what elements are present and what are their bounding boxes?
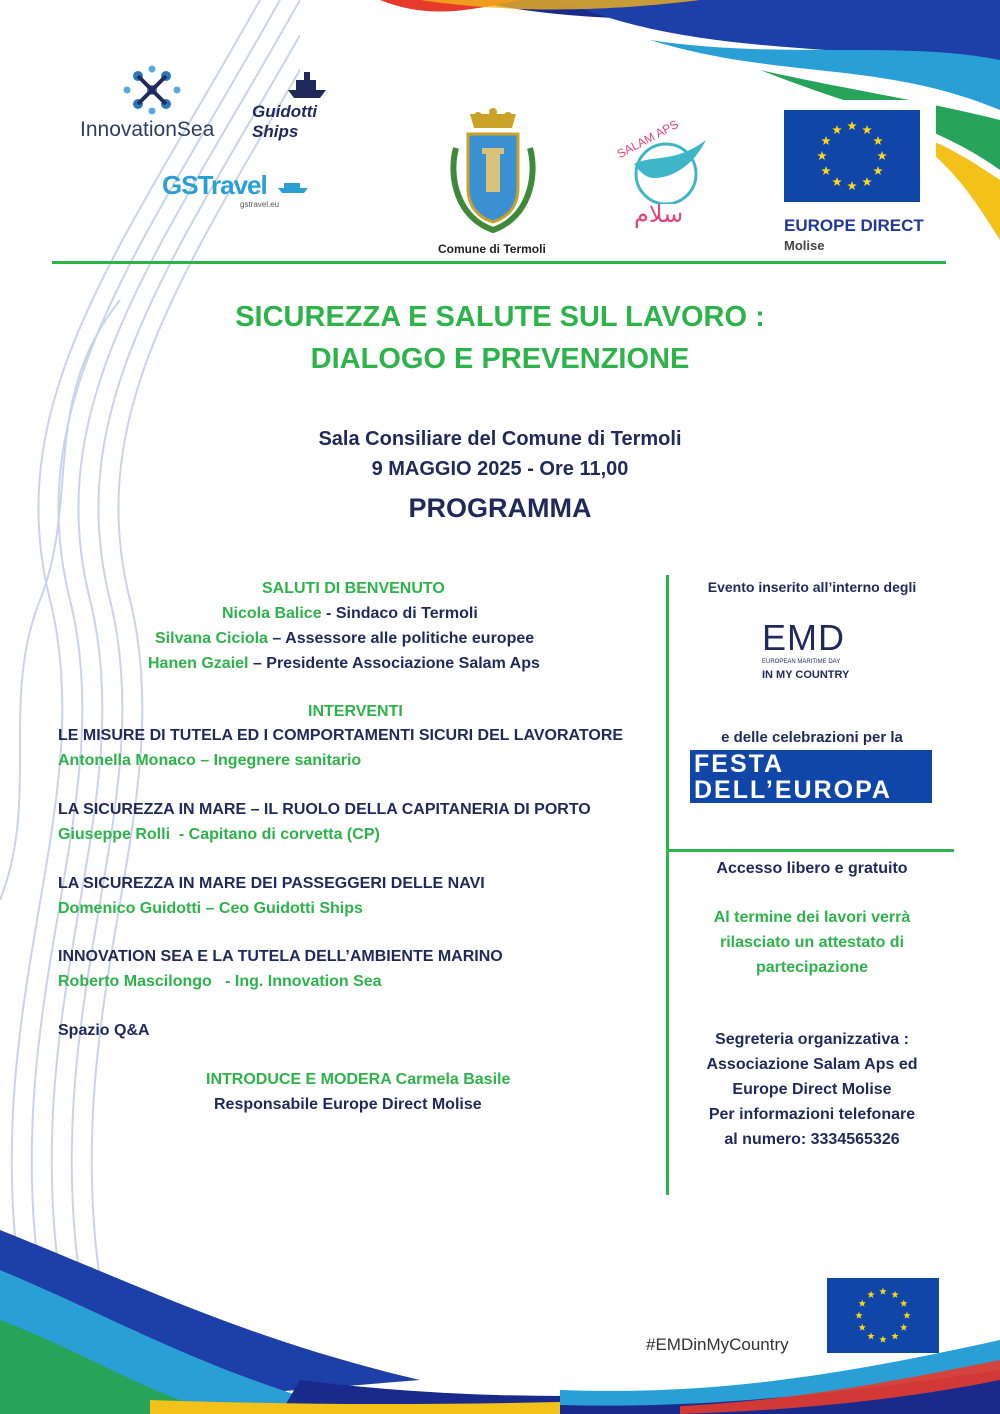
gs-travel-text: GSTravel [162, 170, 267, 200]
welcome-role: Sindaco di Termoli [335, 605, 478, 622]
interventi-heading: INTERVENTI [308, 703, 403, 720]
welcome-role: Presidente Associazione Salam Aps [266, 655, 540, 672]
welcome-name: Nicola Balice [222, 605, 322, 622]
celebrations-text: e delle celebrazioni per la [721, 729, 903, 746]
innovation-sea-text: InnovationSea [80, 118, 215, 141]
talk-speaker: Domenico Guidotti – Ceo Guidotti Ships [58, 900, 363, 917]
talk-speaker: Giuseppe Rolli - Capitano di corvetta (CP) [58, 826, 380, 843]
secretariat-line: Per informazioni telefonare [708, 1106, 916, 1123]
certificate-line: partecipazione [755, 959, 869, 976]
programma-heading: PROGRAMMA [408, 493, 592, 523]
talk-speaker: Roberto Mascilongo - Ing. Innovation Sea [58, 973, 382, 990]
event-inside-text: Evento inserito all’interno degli [707, 579, 917, 595]
emd-country-text: IN MY COUNTRY [762, 669, 850, 681]
gs-travel-logo [162, 170, 312, 215]
salam-arabic-text: سلام [634, 200, 684, 228]
eu-flag-icon [784, 110, 920, 202]
innovation-sea-logo [80, 64, 230, 144]
festa-europa-banner [690, 750, 932, 803]
guidotti-ships-text: Guidotti Ships [252, 102, 318, 141]
welcome-item [148, 651, 540, 676]
talk-speaker: Antonella Monaco – Ingegnere sanitario [58, 752, 362, 769]
secretariat-line: Associazione Salam Aps ed [706, 1056, 918, 1073]
emd-logo [762, 619, 892, 683]
qa-session: Spazio Q&A [58, 1022, 150, 1039]
hashtag: #EMDinMyCountry [646, 1335, 789, 1354]
program-section [0, 576, 660, 1136]
page-title [0, 296, 1000, 380]
salam-aps-logo [604, 108, 750, 258]
talk-title: LE MISURE DI TUTELA ED I COMPORTAMENTI SICURI DEL LAVORATORE [58, 727, 624, 744]
certificate-line: Al termine dei lavori verrà [713, 909, 911, 926]
event-date: 9 MAGGIO 2025 - Ore 11,00 [371, 458, 629, 480]
certificate-line: rilasciato un attestato di [719, 934, 905, 951]
welcome-item [155, 626, 534, 651]
talk-title: LA SICUREZZA IN MARE – IL RUOLO DELLA CAPITANERIA DI PORTO [58, 801, 591, 818]
certificate-note [672, 905, 952, 980]
europe-direct-logo [756, 100, 936, 260]
title-line-1: SICUREZZA E SALUTE SUL LAVORO : [235, 301, 765, 333]
free-access-text: Accesso libero e gratuito [716, 860, 908, 877]
guidotti-ships-logo [252, 70, 362, 141]
comune-caption: Comune di Termoli [438, 242, 546, 256]
event-venue: Sala Consiliare del Comune di Termoli [318, 428, 682, 450]
gs-travel-url: gstravel.eu [240, 200, 280, 209]
comune-termoli-logo [430, 108, 560, 258]
moderator-line: INTRODUCE E MODERA Carmela Basile [206, 1071, 511, 1088]
sidebar-horizontal-divider [666, 849, 954, 852]
sidebar-vertical-divider [666, 575, 669, 1195]
welcome-role: Assessore alle politiche europee [285, 630, 535, 647]
cruise-ship-icon [276, 178, 310, 194]
welcome-sep: - [321, 605, 336, 622]
salam-aps-top-text: SALAM APS [614, 117, 681, 161]
welcome-sep: – [248, 655, 267, 672]
secretariat-line: Europe Direct Molise [732, 1081, 892, 1098]
event-info [0, 424, 1000, 528]
dove-icon [614, 134, 714, 204]
talk-title: LA SICUREZZA IN MARE DEI PASSEGGERI DELLE NAVI [58, 875, 485, 892]
secretariat-line: Segreteria organizzativa : [715, 1031, 909, 1048]
welcome-item [222, 601, 478, 626]
secretariat-info [672, 1027, 952, 1152]
welcome-name: Silvana Ciciola [155, 630, 268, 647]
title-line-2: DIALOGO E PREVENZIONE [310, 343, 690, 375]
europe-direct-text: EUROPE DIRECT [784, 216, 924, 235]
molecule-icon [122, 64, 182, 116]
moderator-role: Responsabile Europe Direct Molise [214, 1096, 482, 1113]
eu-flag-footer-icon [827, 1278, 939, 1353]
welcome-heading: SALUTI DI BENVENUTO [262, 580, 445, 597]
europe-direct-region: Molise [784, 238, 825, 253]
coat-of-arms-icon [448, 108, 538, 233]
secretariat-line: al numero: 3334565326 [724, 1131, 900, 1148]
emd-sub-text: EUROPEAN MARITIME DAY [762, 659, 841, 665]
welcome-name: Hanen Gzaiel [148, 655, 249, 672]
ship-icon [284, 70, 330, 100]
festa-line-1: FESTA [694, 750, 785, 778]
emd-text: EMD [762, 617, 845, 658]
talk-title: INNOVATION SEA E LA TUTELA DELL’AMBIENTE MARINO [58, 948, 503, 965]
header-divider [52, 261, 946, 264]
welcome-sep: – [267, 630, 286, 647]
festa-line-2: DELL’EUROPA [694, 776, 892, 804]
